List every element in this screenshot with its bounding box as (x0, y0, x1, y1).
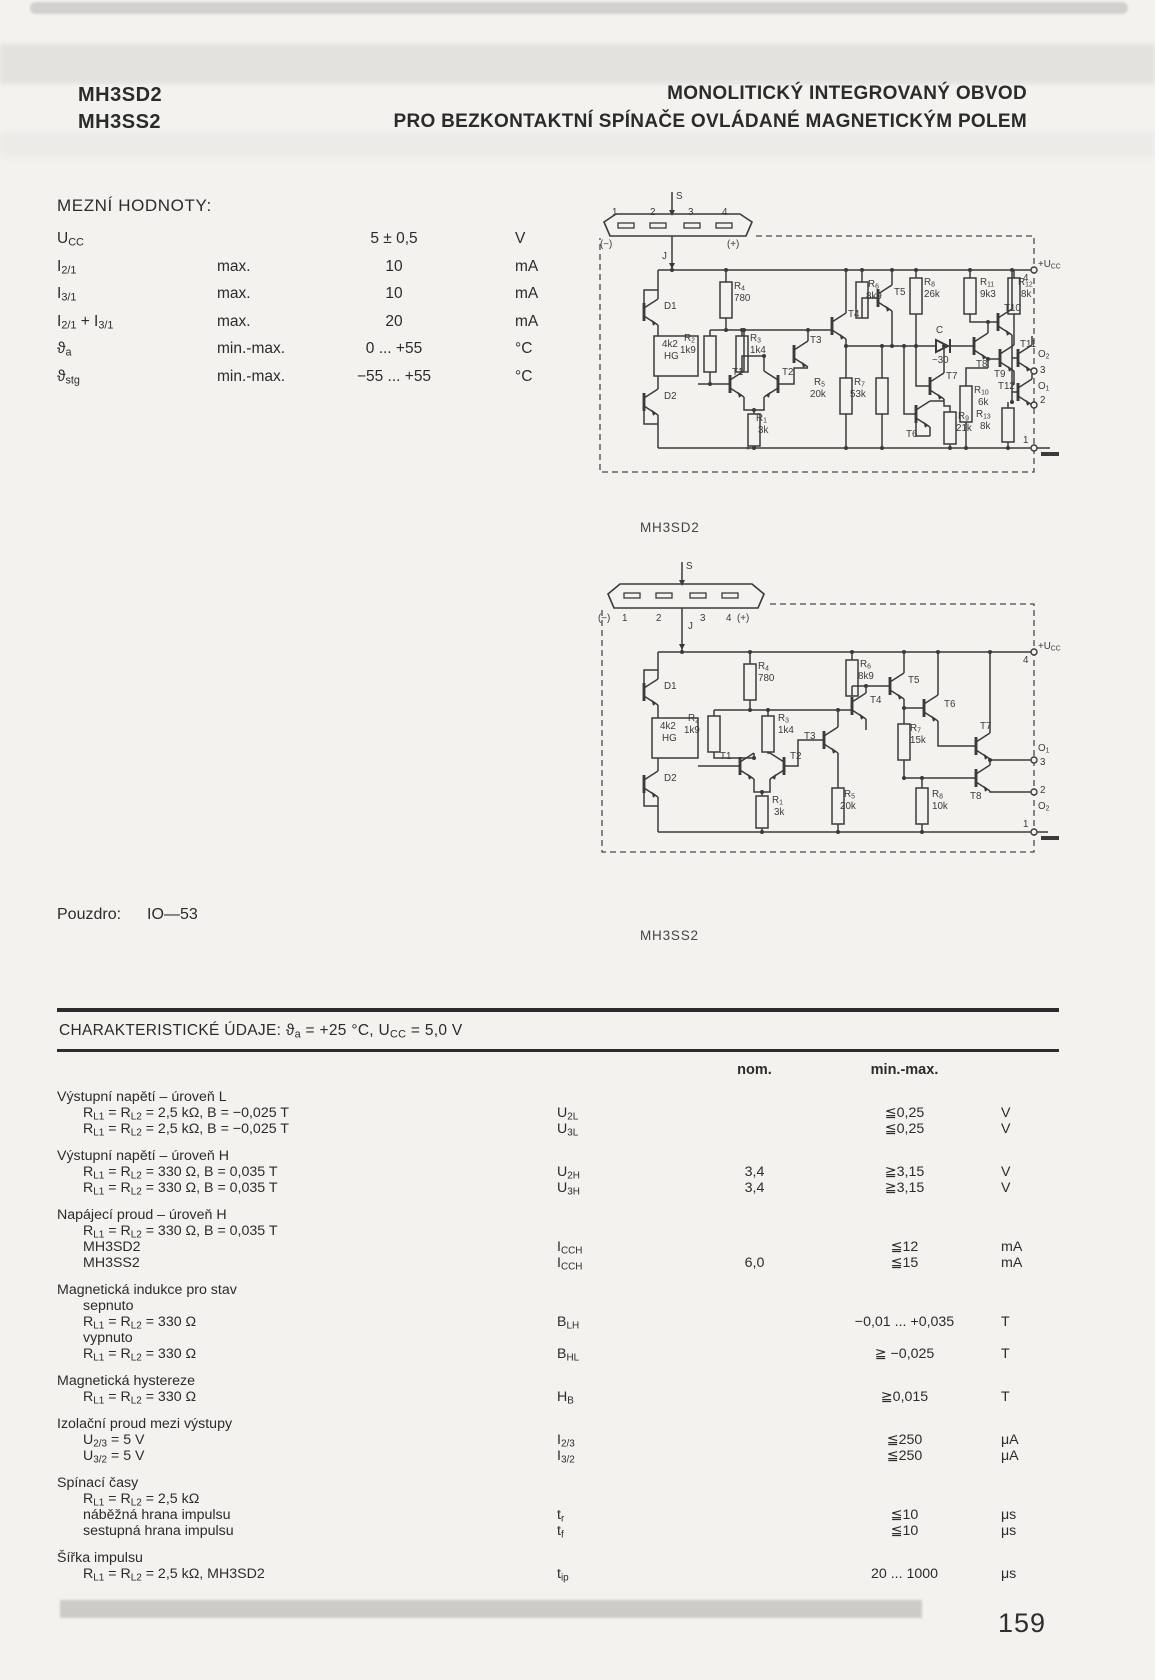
schematic-label: T6 (944, 699, 956, 710)
schematic-label: T7 (946, 371, 958, 382)
row-minmax: ≧3,15 (884, 1164, 925, 1180)
title-line-2: PRO BEZKONTAKTNÍ SPÍNAČE OVLÁDANÉ MAGNETICKÝM POLEM (393, 111, 1027, 132)
schematic-label: 2 (1040, 395, 1046, 406)
row-label: $R_{L1} = R_{L2} = 2,5$ kΩ, MH3SD2 (83, 1566, 265, 1584)
table-row (57, 313, 637, 341)
row-label: $R_{L1} = R_{L2} = 330$ Ω, B = 0,035 T (83, 1223, 278, 1241)
schematic-label: 26k (924, 289, 940, 300)
table-row (57, 1550, 1059, 1566)
row-unit: μA (1001, 1432, 1019, 1448)
row-label: sepnuto (83, 1298, 134, 1314)
package-note (57, 906, 198, 924)
schematic-label: 20k (810, 389, 826, 400)
limit-symbol: $I_{3/1}$ (57, 285, 77, 304)
row-label: $R_{L1} = R_{L2} = 2,5$ kΩ, B = −0,025 T (83, 1121, 289, 1139)
row-symbol: $I_{CCH}$ (557, 1255, 583, 1273)
limit-unit: mA (515, 312, 539, 330)
limit-symbol: $I_{2/1} + I_{3/1}$ (57, 312, 114, 332)
schematic-label: T1 (732, 367, 744, 378)
row-minmax: ≧0,015 (880, 1389, 929, 1405)
schematic-label: $R_2$ (684, 333, 695, 345)
row-label: Šířka impulsu (57, 1550, 143, 1566)
scan-artifact-bottom (60, 1600, 922, 1618)
schematic-label: HG (664, 351, 679, 362)
model-2: MH3SS2 (78, 111, 162, 133)
row-symbol: $B_{LH}$ (557, 1314, 580, 1332)
row-label: Výstupní napětí – úroveň H (57, 1148, 229, 1164)
row-label: $R_{L1} = R_{L2} = 330$ Ω (83, 1314, 197, 1332)
schematic-label: ~30 (932, 355, 949, 366)
table-row (57, 285, 637, 313)
table-row (57, 1373, 1059, 1389)
schematic-label: 15k (910, 735, 926, 746)
limits-title: MEZNÍ HODNOTY: (57, 196, 212, 215)
row-unit: V (1001, 1180, 1011, 1196)
row-unit: V (1001, 1105, 1011, 1121)
package-note-label: Pouzdro: (57, 906, 122, 923)
limit-condition: min.-max. (217, 340, 286, 357)
schematic-label: $O_1$ (1038, 743, 1050, 755)
limit-value: −55 ... +55 (356, 367, 432, 385)
limit-condition: max. (217, 285, 251, 302)
row-nominal: 6,0 (744, 1255, 765, 1271)
schematic-label: J (662, 251, 667, 262)
scan-artifact-top (30, 2, 1128, 14)
model-1: MH3SD2 (78, 84, 163, 106)
schematic-label: 1k9 (684, 725, 700, 736)
table-row (57, 1239, 1059, 1255)
row-minmax: ≧3,15 (884, 1180, 925, 1196)
schematic-label: $R_5$ (814, 377, 825, 389)
schematic-label: 9k3 (980, 289, 996, 300)
schematic-label: T11 (1020, 339, 1037, 350)
row-unit: V (1001, 1121, 1011, 1137)
schematic-label: T4 (848, 309, 860, 320)
row-label: $R_{L1} = R_{L2} = 2,5$ kΩ (83, 1491, 200, 1509)
schematic-label: 3 (700, 613, 706, 624)
schematic-label: $R_6$ (860, 659, 871, 671)
table-row (57, 1432, 1059, 1448)
row-label: $U_{3/2} = 5$ V (83, 1448, 145, 1466)
schematic-label: T5 (894, 287, 906, 298)
table-row (57, 1507, 1059, 1523)
row-unit: mA (1001, 1239, 1023, 1255)
table-row (57, 1164, 1059, 1180)
row-unit: μA (1001, 1448, 1019, 1464)
row-unit: mA (1001, 1255, 1023, 1271)
row-label: $R_{L1} = R_{L2} = 330$ Ω (83, 1346, 197, 1364)
row-minmax: ≦0,25 (884, 1105, 925, 1121)
row-unit: V (1001, 1164, 1011, 1180)
schematic-label: T1 (720, 751, 732, 762)
page-number: 159 (998, 1608, 1047, 1638)
row-symbol: $I_{2/3}$ (557, 1432, 575, 1450)
schematic-label: $R_9$ (958, 411, 969, 423)
schematic-label: S (676, 191, 683, 202)
limit-unit: mA (515, 285, 539, 302)
table-row (57, 1105, 1059, 1121)
schematic-label: $R_1$ (772, 795, 783, 807)
limit-value: 5 ± 0,5 (370, 230, 418, 247)
table-row (57, 340, 637, 368)
schematic-mh3ss2-art (594, 560, 1074, 870)
schematic-label: 8k (1021, 289, 1032, 300)
schematic-label: (−) (598, 613, 611, 624)
schematic-label: $R_7$ (910, 723, 921, 735)
row-symbol: $t_r$ (557, 1507, 565, 1525)
row-label: $R_{L1} = R_{L2} = 330$ Ω, B = 0,035 T (83, 1164, 278, 1182)
limit-condition: max. (217, 257, 251, 275)
row-symbol: $B_{HL}$ (557, 1346, 580, 1364)
row-symbol: $t_{ip}$ (557, 1566, 569, 1584)
table-row (57, 1416, 1059, 1432)
limit-value: 20 (385, 312, 403, 330)
row-label: $U_{2/3} = 5$ V (83, 1432, 145, 1450)
limit-symbol: $U_{CC}$ (57, 230, 84, 249)
schematic-label: 3 (688, 207, 694, 218)
schematic-label: $R_2$ (688, 713, 699, 725)
limit-value: 10 (385, 257, 403, 275)
row-symbol: $I_{CCH}$ (557, 1239, 583, 1257)
schematic-mh3sd2-art (594, 186, 1074, 486)
limit-unit: V (515, 230, 526, 247)
schematic-label: $R_4$ (758, 661, 769, 673)
row-unit: μs (1001, 1566, 1017, 1582)
row-minmax: ≦250 (886, 1448, 923, 1464)
schematic-label: $R_5$ (844, 789, 855, 801)
row-minmax: ≦250 (886, 1432, 923, 1448)
schematic-label: $R_8$ (932, 789, 943, 801)
schematic-label: 53k (850, 389, 866, 400)
schematic-label: T2 (782, 367, 794, 378)
schematic-label: 4k2 (660, 721, 676, 732)
schematic-label: 1 (612, 207, 618, 218)
schematic-label: 1 (622, 613, 628, 624)
schematic-label: T4 (870, 695, 882, 706)
row-minmax: 20 ... 1000 (870, 1566, 939, 1582)
row-label: vypnuto (83, 1330, 133, 1346)
schematic-label: D2 (664, 391, 677, 402)
schematic-label: 2 (656, 613, 662, 624)
characteristics-section (57, 1008, 1059, 1582)
characteristics-header (57, 1052, 1059, 1078)
table-row (57, 1475, 1059, 1491)
schematic-label: T8 (976, 359, 988, 370)
row-label: Magnetická indukce pro stav (57, 1282, 237, 1298)
schematic-label: 1k4 (750, 345, 766, 356)
schematic-mh3sd2 (594, 186, 1074, 486)
schematic-label: 1k9 (680, 345, 696, 356)
row-label: MH3SS2 (83, 1255, 140, 1271)
schematic-label: 1k4 (778, 725, 794, 736)
schematic-label: (+) (727, 239, 740, 250)
schematic-mh3ss2 (594, 560, 1074, 870)
table-row (57, 1282, 1059, 1298)
schematic-label: $R_3$ (750, 333, 761, 345)
schematic-label: $R_{12}$ (1018, 277, 1033, 289)
table-row (57, 1148, 1059, 1164)
row-label: $R_{L1} = R_{L2} = 2,5$ kΩ, B = −0,025 T (83, 1105, 289, 1123)
table-row (57, 1121, 1059, 1137)
schematic-label: $+U_{CC}$ (1038, 259, 1061, 271)
characteristics-table (57, 1089, 1059, 1582)
row-unit: T (1001, 1389, 1010, 1405)
schematic-label: S (686, 561, 693, 572)
table-row (57, 368, 637, 396)
schematic-label: C (936, 325, 944, 336)
table-row (57, 1255, 1059, 1271)
schematic-label: T10 (1004, 303, 1021, 314)
table-row (57, 1223, 1059, 1239)
schematic-label: 4 (1023, 655, 1029, 666)
row-minmax: ≦12 (890, 1239, 919, 1255)
schematic-label: (−) (600, 239, 613, 250)
row-label: $R_{L1} = R_{L2} = 330$ Ω, B = 0,035 T (83, 1180, 278, 1198)
scan-artifact-band (0, 44, 1155, 84)
schematic-label: 8k9 (866, 291, 882, 302)
row-unit: μs (1001, 1507, 1017, 1523)
schematic-label: $O_2$ (1038, 349, 1050, 361)
row-symbol: $U_{2L}$ (557, 1105, 579, 1123)
schematic-label: $R_4$ (734, 281, 745, 293)
table-row (57, 1448, 1059, 1464)
schematic-label: T3 (810, 335, 822, 346)
table-row (57, 1330, 1059, 1346)
row-symbol: $U_{3H}$ (557, 1180, 580, 1198)
schematic-label: J (688, 621, 693, 632)
limit-unit: °C (515, 340, 533, 357)
limit-value: 10 (385, 285, 403, 302)
row-symbol: $I_{3/2}$ (557, 1448, 575, 1466)
limit-symbol: $ϑ_{stg}$ (57, 367, 80, 387)
row-unit: T (1001, 1346, 1010, 1362)
schematic-label: 3 (1040, 757, 1046, 768)
schematic-label: 8k (980, 421, 991, 432)
row-minmax: ≦0,25 (884, 1121, 925, 1137)
schematic-label: 20k (840, 801, 856, 812)
row-label: Izolační proud mezi výstupy (57, 1416, 233, 1432)
row-minmax: ≦10 (890, 1507, 919, 1523)
package-note-value: IO—53 (147, 906, 198, 923)
row-unit: T (1001, 1314, 1010, 1330)
page-title (393, 80, 1027, 136)
table-row (57, 258, 637, 286)
schematic-label: 4 (726, 613, 732, 624)
schematic-label: 21k (956, 423, 972, 434)
row-label: sestupná hrana impulsu (83, 1523, 234, 1539)
table-row (57, 230, 637, 258)
schematic-label: 10k (932, 801, 948, 812)
row-label: MH3SD2 (83, 1239, 141, 1255)
table-row (57, 1314, 1059, 1330)
schematic-label: 3k (758, 425, 769, 436)
schematic-label: D2 (664, 773, 677, 784)
row-minmax: ≦10 (890, 1523, 919, 1539)
limit-unit: mA (515, 257, 539, 275)
row-label: $R_{L1} = R_{L2} = 330$ Ω (83, 1389, 197, 1407)
characteristics-title: CHARAKTERISTICKÉ ÚDAJE: $ϑ_a = +25$ °C, $U_{CC} = 5,0$ V (59, 1021, 463, 1041)
row-minmax: ≦15 (890, 1255, 919, 1271)
row-label: Výstupní napětí – úroveň L (57, 1089, 227, 1105)
schematic-label: $R_1$ (756, 413, 767, 425)
limit-condition: min.-max. (217, 367, 286, 385)
row-symbol: $t_f$ (557, 1523, 564, 1541)
schematic-label: T3 (804, 731, 816, 742)
schematic-label: T12 (998, 381, 1015, 392)
table-row (57, 1207, 1059, 1223)
schematic-caption-1: MH3SD2 (640, 520, 700, 535)
schematic-label: $R_6$ (868, 279, 879, 291)
schematic-label: (+) (737, 613, 750, 624)
col-header-nom: nom. (737, 1062, 772, 1078)
schematic-label: 780 (734, 293, 751, 304)
row-label: náběžná hrana impulsu (83, 1507, 231, 1523)
schematic-label: 1 (1023, 819, 1029, 830)
row-minmax: −0,01 ... +0,035 (854, 1314, 955, 1330)
row-nominal: 3,4 (744, 1164, 765, 1180)
schematic-label: T7 (980, 721, 992, 732)
limit-symbol: $I_{2/1}$ (57, 257, 77, 277)
limit-value: 0 ... +55 (365, 340, 423, 357)
row-label: Spínací časy (57, 1475, 139, 1491)
table-row (57, 1491, 1059, 1507)
table-row (57, 1566, 1059, 1582)
row-unit: μs (1001, 1523, 1017, 1539)
schematic-label: $R_8$ (924, 277, 935, 289)
schematic-label: $R_7$ (854, 377, 865, 389)
row-symbol: $U_{2H}$ (557, 1164, 580, 1182)
schematic-label: D1 (664, 301, 677, 312)
schematic-label: 6k (978, 397, 989, 408)
schematic-label: $+U_{CC}$ (1038, 641, 1061, 653)
schematic-label: $O_1$ (1038, 381, 1050, 393)
row-symbol: $U_{3L}$ (557, 1121, 579, 1139)
table-row (57, 1089, 1059, 1105)
row-minmax: ≧ −0,025 (874, 1346, 935, 1362)
schematic-label: 780 (758, 673, 775, 684)
table-row (57, 1346, 1059, 1362)
title-line-1: MONOLITICKÝ INTEGROVANÝ OBVOD (667, 83, 1027, 104)
table-row (57, 1523, 1059, 1539)
schematic-label: T5 (908, 675, 920, 686)
schematic-label: 3k (774, 807, 785, 818)
limits-table (57, 230, 637, 395)
schematic-label: 4k2 (662, 339, 678, 350)
schematic-label: 8k9 (858, 671, 874, 682)
col-header-minmax: min.-max. (870, 1062, 939, 1078)
limit-condition: max. (217, 312, 251, 330)
schematic-label: $R_{10}$ (974, 385, 989, 397)
schematic-label: $O_2$ (1038, 801, 1050, 813)
row-symbol: $H_B$ (557, 1389, 574, 1407)
schematic-label: T9 (994, 369, 1006, 380)
schematic-label: D1 (664, 681, 677, 692)
limit-unit: °C (515, 367, 533, 385)
row-nominal: 3,4 (744, 1180, 765, 1196)
schematic-label: HG (662, 733, 677, 744)
schematic-label: T8 (970, 791, 982, 802)
schematic-label: 1 (1023, 435, 1029, 446)
schematic-label: $R_3$ (778, 713, 789, 725)
schematic-label: 4 (722, 207, 728, 218)
schematic-label: T2 (790, 751, 802, 762)
table-row (57, 1298, 1059, 1314)
schematic-label: 2 (1040, 785, 1046, 796)
row-label: Napájecí proud – úroveň H (57, 1207, 227, 1223)
table-row (57, 1180, 1059, 1196)
limit-symbol: $ϑ_a$ (57, 340, 72, 359)
schematic-label: T6 (906, 429, 918, 440)
schematic-label: * (746, 445, 750, 456)
schematic-label: 4 (1023, 273, 1029, 284)
row-label: Magnetická hystereze (57, 1373, 196, 1389)
schematic-label: $R_{13}$ (976, 409, 991, 421)
schematic-caption-2: MH3SS2 (640, 928, 699, 943)
schematic-label: 3 (1040, 365, 1046, 376)
table-row (57, 1389, 1059, 1405)
schematic-label: 2 (650, 207, 656, 218)
model-numbers (78, 82, 162, 136)
schematic-label: $R_{11}$ (980, 277, 995, 289)
